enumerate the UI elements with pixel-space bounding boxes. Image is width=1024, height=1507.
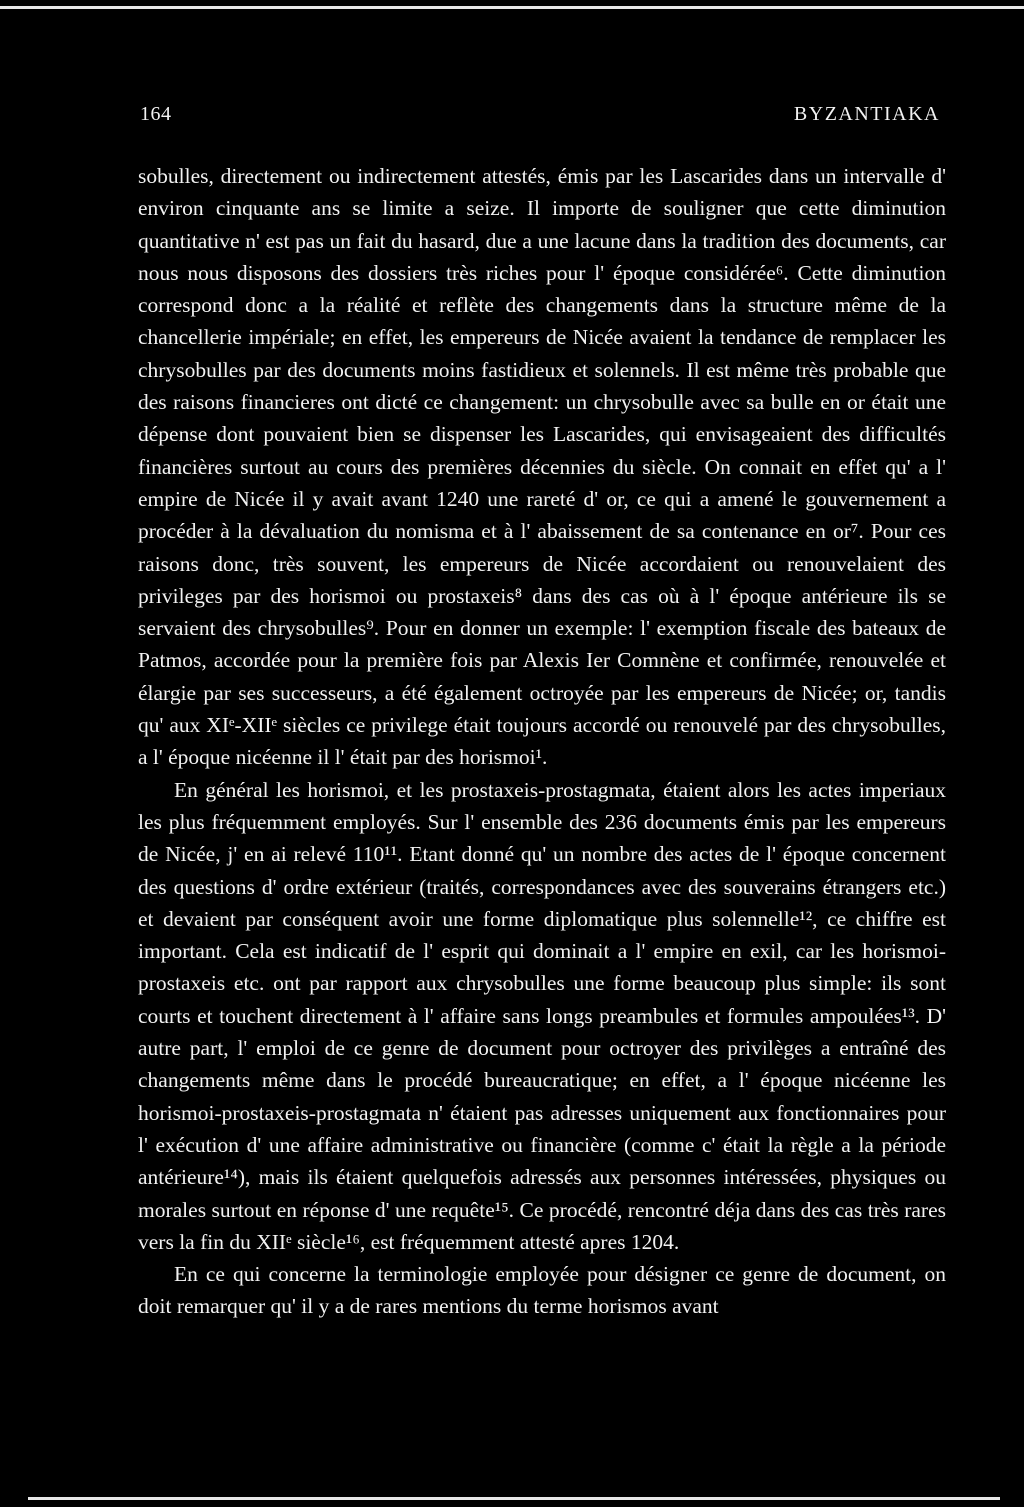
paragraph: sobulles, directement ou indirectement attestés, émis par les Lascarides dans un intervalle d' environ cinquante ans se limite a seize. Il importe de souligner que cette diminution quantitative n' est pas un fait du hasard, due a une lacune dans la tradition des documents, car nous nous disposons des dossiers très riches pour l' époque considérée⁶. Cette diminution correspond donc a la réalité et reflète des changements dans la structure même de la chancellerie impériale; en effet, les empereurs de Nicée avaient la tendance de remplacer les chrysobulles par des documents moins fastidieux et solennels. Il est même très probable que des raisons financieres ont dicté ce changement: un chrysobulle avec sa bulle en or était une dépense dont pouvaient bien se dispenser les Lascarides, qui envisageaient des difficultés financières surtout au cours des premières décennies du siècle. On connait en effet qu' a l' empire de Nicée il y avait avant 1240 une rareté d' or, ce qui a amené le gouvernement a procéder à la dévaluation du nomisma et à l' abaissement de sa contenance en or⁷. Pour ces raisons donc, très souvent, les empereurs de Nicée accordaient ou renouvelaient des privileges par des horismoi ou prostaxeis⁸ dans des cas où à l' époque antérieure ils se servaient des chrysobulles⁹. Pour en donner un exemple: l' exemption fiscale des bateaux de Patmos, accordée pour la première fois par Alexis Ier Comnène et confirmée, renouvelée et élargie par ses successeurs, a été également octroyée par les empereurs de Nicée; or, tandis qu' aux XIᵉ-XIIᵉ siècles ce privilege était toujours accordé ou renouvelé par des chrysobulles, a l' époque nicéenne il l' était par des horismoi¹. [138, 164, 946, 770]
paragraph: En ce qui concerne la terminologie employée pour désigner ce genre de document, on doit remarquer qu' il y a de rares mentions du terme horismos avant [138, 1262, 946, 1319]
body-text [138, 160, 946, 1323]
top-rule [0, 6, 1024, 9]
paragraph: En général les horismoi, et les prostaxeis-prostagmata, étaient alors les actes imperiaux les plus fréquemment employés. Sur l' ensemble des 236 documents émis par les empereurs de Nicée, j' en ai relevé 110¹¹. Etant donné qu' un nombre des actes de l' époque concernent des questions d' ordre extérieur (traités, correspondances avec des souverains étrangers etc.) et devaient par conséquent avoir une forme diplomatique plus solennelle¹², ce chiffre est important. Cela est indicatif de l' esprit qui dominait a l' empire en exil, car les horismoi-prostaxeis etc. ont par rapport aux chrysobulles une forme beaucoup plus simple: ils sont courts et touchent directement à l' affaire sans longs preambules et formules ampoulées¹³. D' autre part, l' emploi de ce genre de document pour octroyer des privilèges a entraîné des changements même dans le procédé bureaucratique; en effet, a l' époque nicéenne les horismoi-prostaxeis-prostagmata n' étaient pas adresses uniquement aux fonctionnaires pour l' exécution d' une affaire administrative ou financière (comme c' était la règle a la période antérieure¹⁴), mais ils étaient quelquefois adressés aux personnes intéressées, physiques ou morales surtout en réponse d' une requête¹⁵. Ce procédé, rencontré déja dans des cas très rares vers la fin du XIIᵉ siècle¹⁶, est fréquemment attesté apres 1204. [138, 777, 946, 1254]
page-number: 164 [140, 103, 172, 125]
bottom-rule [28, 1497, 1000, 1500]
page-header [140, 103, 940, 131]
running-title: BYZANTIAKA [793, 103, 940, 125]
